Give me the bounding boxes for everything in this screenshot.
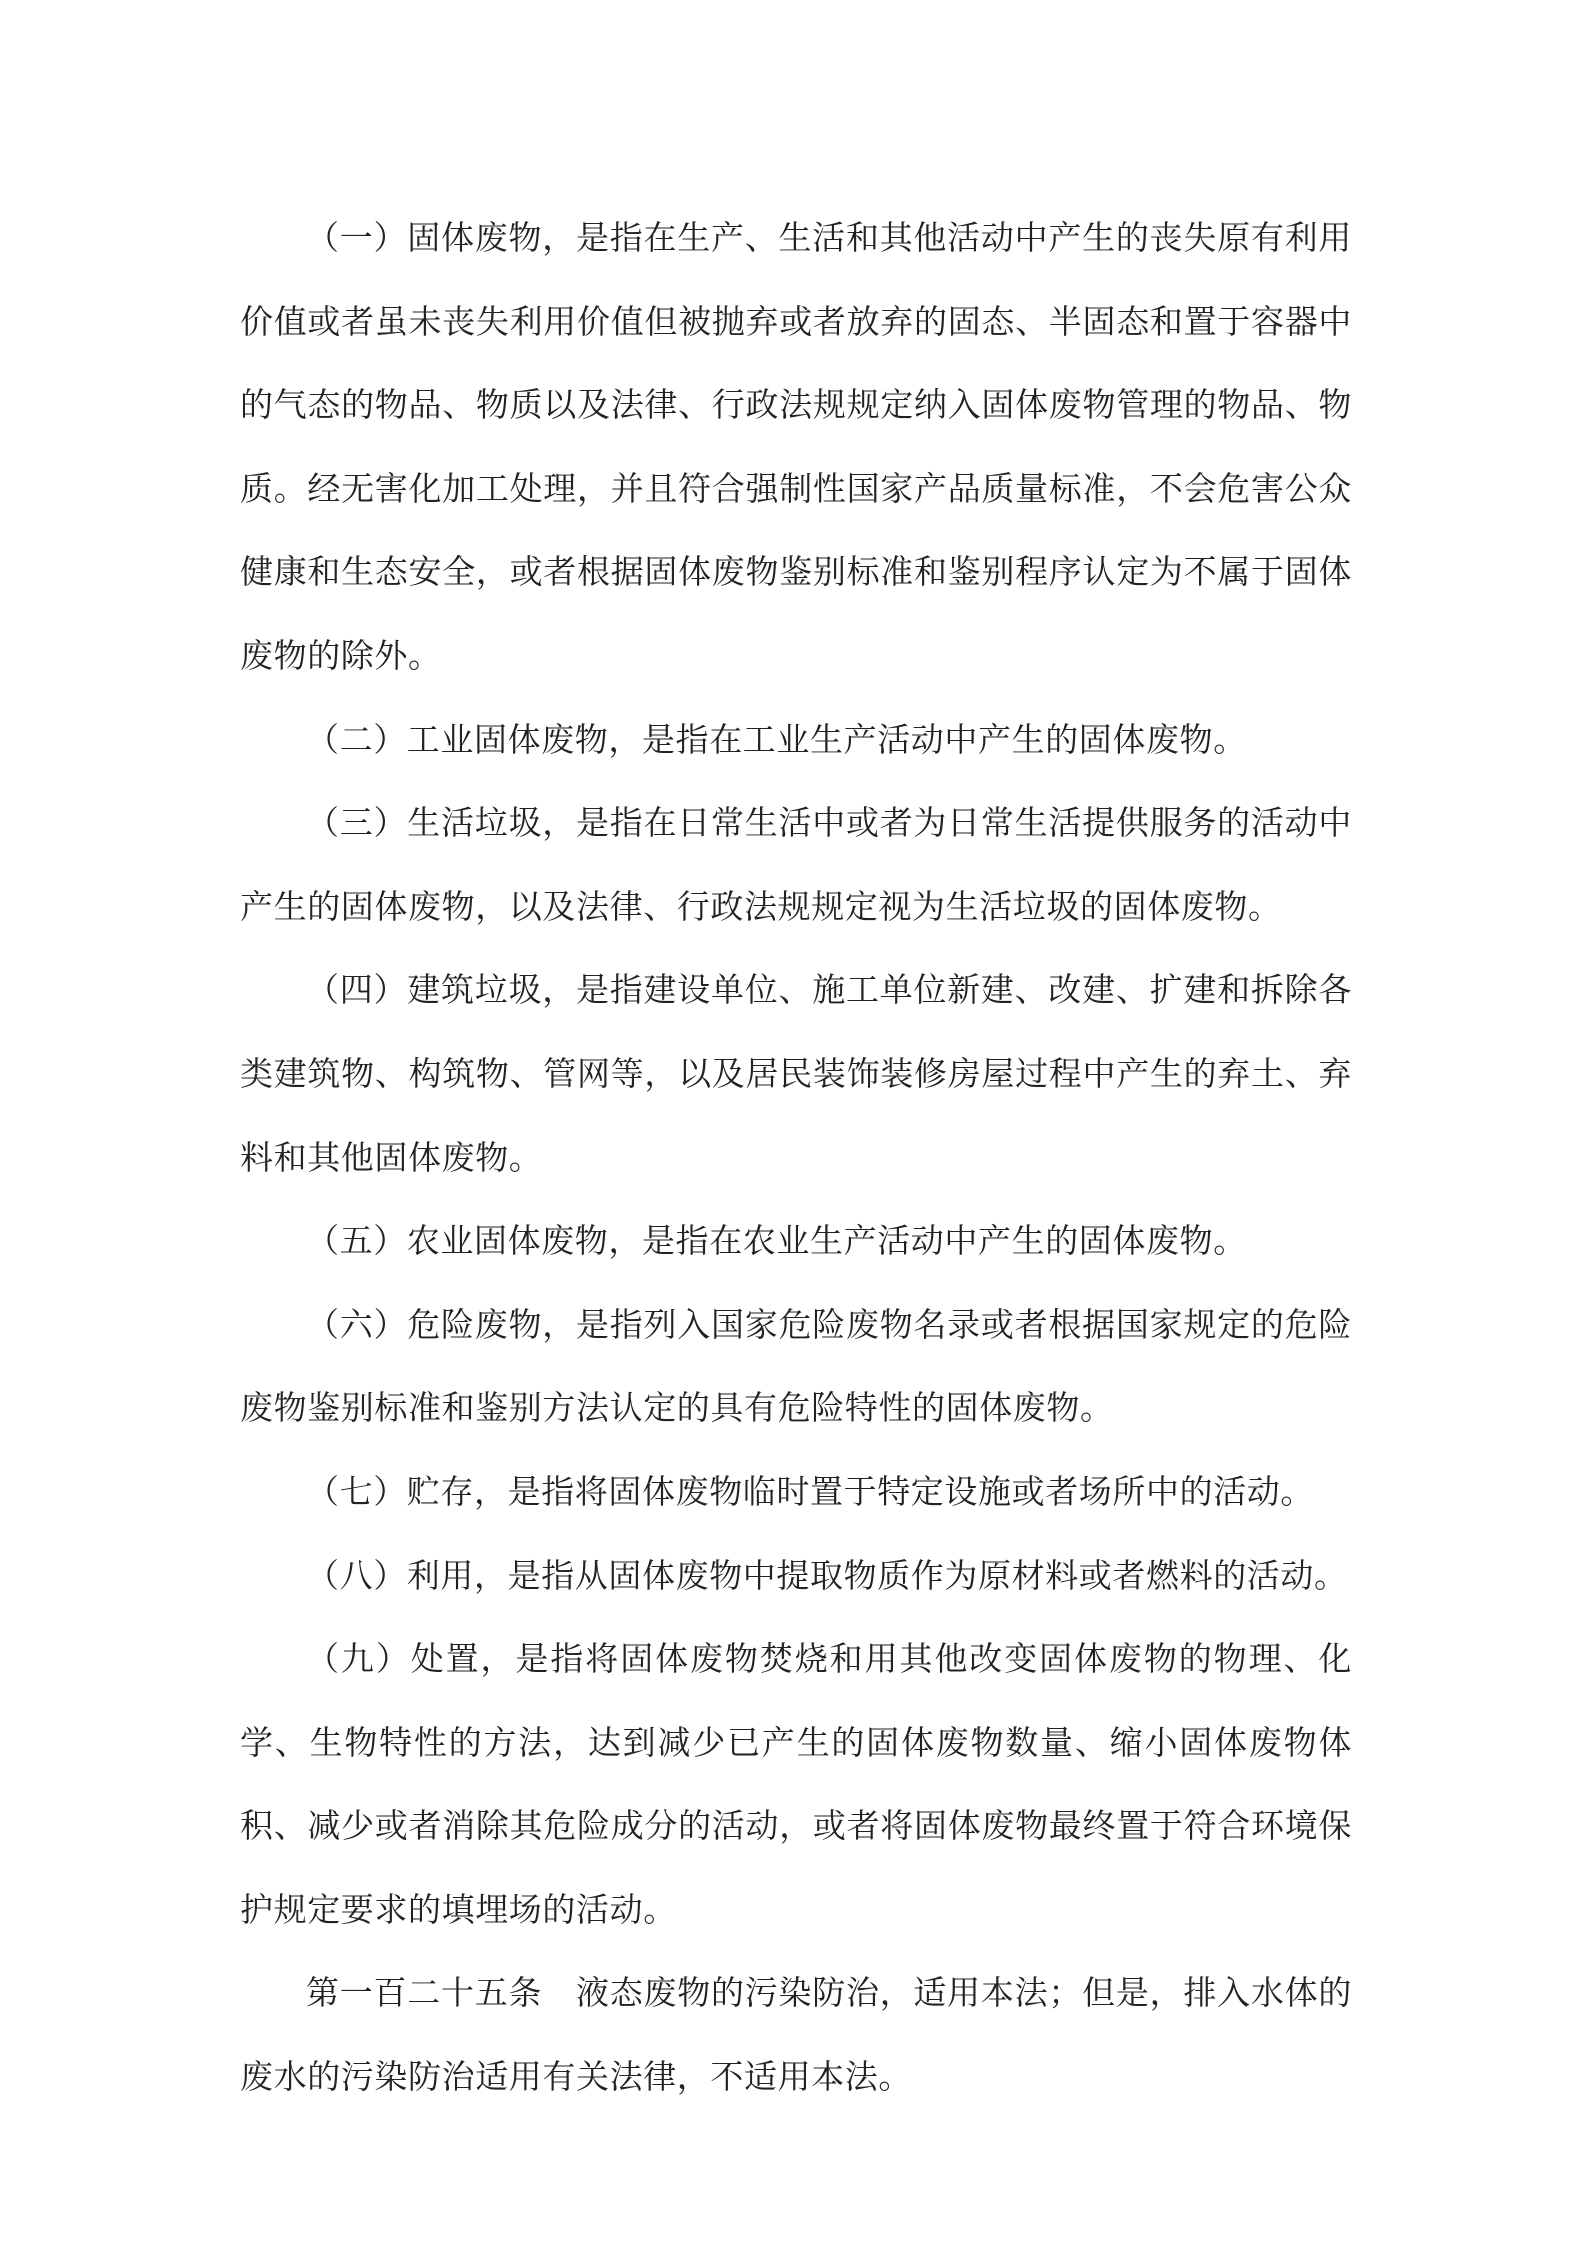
paragraph-utilization: （八）利用，是指从固体废物中提取物质作为原材料或者燃料的活动。 (306, 1555, 1348, 1595)
paragraph-hazardous-waste: （六）危险废物，是指列入国家危险废物名录或者根据国家规定的危险废物鉴别标准和鉴别方法认定的具有危险特性的固体废物。 (240, 1304, 1352, 1428)
paragraph-solid-waste-definition: （一）固体废物，是指在生产、生活和其他活动中产生的丧失原有利用价值或者虽未丧失利用价值但被抛弃或者放弃的固态、半固态和置于容器中的气态的物品、物质以及法律、行政法规规定纳入固体废物管理的物品、物质。经无害化加工处理，并且符合强制性国家产品质量标准，不会危害公众健康和生态安全，或者根据固体废物鉴别标准和鉴别程序认定为不属于固体废物的除外。 (240, 218, 1352, 675)
paragraph-construction-garbage: （四）建筑垃圾，是指建设单位、施工单位新建、改建、扩建和拆除各类建筑物、构筑物、管网等，以及居民装饰装修房屋过程中产生的弃土、弃料和其他固体废物。 (240, 970, 1352, 1177)
paragraph-industrial-solid-waste: （二）工业固体废物，是指在工业生产活动中产生的固体废物。 (306, 719, 1247, 759)
paragraph-household-garbage: （三）生活垃圾，是指在日常生活中或者为日常生活提供服务的活动中产生的固体废物，以及法律、行政法规规定视为生活垃圾的固体废物。 (240, 803, 1352, 926)
paragraph-article-125: 第一百二十五条 液态废物的污染防治，适用本法；但是，排入水体的废水的污染防治适用有关法律，不适用本法。 (240, 1973, 1352, 2097)
paragraph-agricultural-solid-waste: （五）农业固体废物，是指在农业生产活动中产生的固体废物。 (306, 1221, 1247, 1261)
paragraph-storage: （七）贮存，是指将固体废物临时置于特定设施或者场所中的活动。 (306, 1471, 1314, 1511)
document-body (240, 196, 1352, 2119)
paragraph-disposal: （九）处置，是指将固体废物焚烧和用其他改变固体废物的物理、化学、生物特性的方法，达到减少已产生的固体废物数量、缩小固体废物体积、减少或者消除其危险成分的活动，或者将固体废物最终置于符合环境保护规定要求的填埋场的活动。 (240, 1639, 1352, 1929)
